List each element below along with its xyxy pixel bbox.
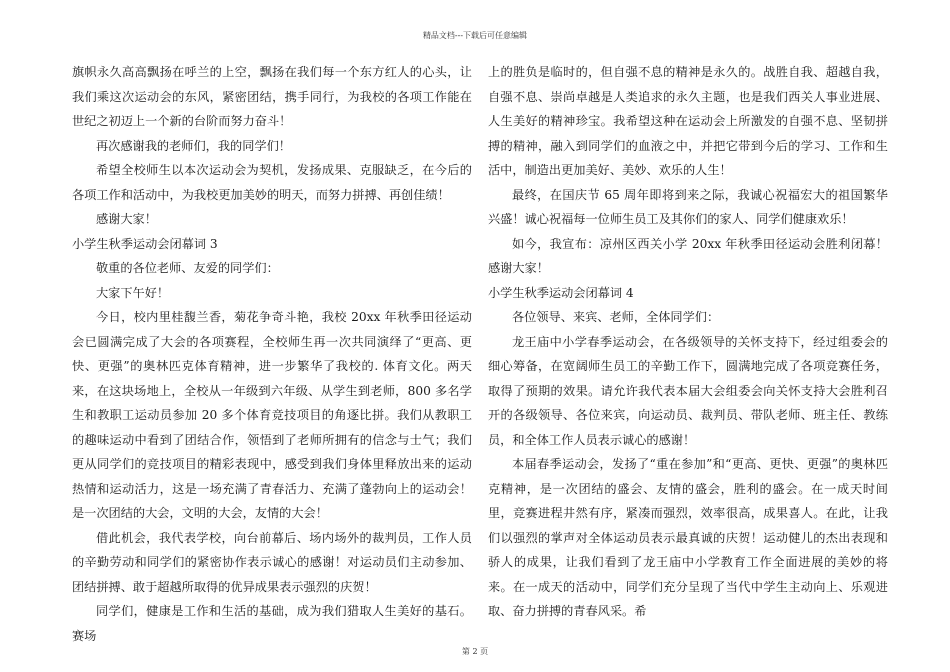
paragraph: 本届春季运动会，发扬了“重在参加”和“更高、更快、更强”的奥林匹克精神，是一次团结的盛会、友情的盛会，胜利的盛会。在一成天时间里，竞赛进程井然有序，紧凑而强烈，效率很高，成果喜人。在此，让我们以强烈的掌声对全体运动员表示最真诚的庆贺！运动健儿的杰出表现和骄人的成果，让我们看到了龙王庙中小学教育工作全面进展的美妙的将来。在一成天的活动中，同学们充分呈现了当代中学生主动向上、乐观进取、奋力拼搏的青春风采。希 xyxy=(488,457,888,618)
right-column xyxy=(488,60,888,624)
paragraph: 借此机会，我代表学校，向台前幕后、场内场外的裁判员，工作人员的辛勤劳动和同学们的紧密协作表示诚心的感谢！对运动员们主动参加、团结拼搏、敢于超越所取得的优异成果表示强烈的庆贺！ xyxy=(72,530,472,594)
paragraph: 感谢大家！ xyxy=(96,212,157,226)
paragraph: 龙王庙中小学春季运动会，在各级领导的关怀支持下，经过组委会的细心筹备，在宽阔师生员工的辛勤工作下，圆满地完成了各项竞赛任务，取得了预期的效果。请允许我代表本届大会组委会向关怀支持大会胜利召开的各级领导、各位来宾，向运动员、裁判员、带队老师、班主任、教练员，和全体工作人员表示诚心的感谢！ xyxy=(488,334,888,447)
paragraph: 上的胜负是临时的，但自强不息的精神是永久的。战胜自我、超越自我，自强不息、崇尚卓越是人类追求的永久主题，也是我们西关人事业进展、人生美好的精神珍宝。我希望这种在运动会上所激发的自强不息、坚韧拼搏的精神，融入到同学们的血液之中，并把它带到今后的学习、工作和生活中，制造出更加美好、美妙、欢乐的人生！ xyxy=(488,65,888,177)
page-number: 第 2 页 xyxy=(461,647,489,656)
paragraph: 希望全校师生以本次运动会为契机，发扬成果、克服缺乏，在今后的各项工作和活动中，为我校更加美妙的明天，而努力拼搏、再创佳绩！ xyxy=(72,163,472,202)
paragraph: 如今，我宣布：凉州区西关小学 20xx 年秋季田径运动会胜利闭幕！感谢大家！ xyxy=(488,236,888,275)
paragraph: 旗帜永久高高飘扬在呼兰的上空，飘扬在我们每一个东方红人的心头，让我们乘这次运动会的东风，紧密团结，携手同行，为我校的各项工作能在世纪之初迈上一个新的台阶而努力奋斗！ xyxy=(72,65,472,128)
paragraph: 同学们，健康是工作和生活的基础，成为我们猎取人生美好的基石。赛场 xyxy=(72,604,472,643)
paragraph: 今日，校内里桂馥兰香，菊花争奇斗艳，我校 20xx 年秋季田径运动会已圆满完成了大会的各项赛程，全校师生再一次共同演绎了“更高、更快、更强”的奥林匹克体育精神，进一步繁华了我校的. 体育文化。两天来，在这块场地上，全校从一年级到六年级、从学生到老师，800 多名学生和教职工运动员参加 20 多个体育竞技项目的角逐比拼。我们从教职工的趣味运动中看到了团结合作，领悟到了老师所拥有的信念与士气；我们更从同学们的竞技项目的精彩表现中，感受到我们身体里释放出来的运动热情和运动活力，这是一场充满了青春活力、充满了蓬勃向上的运动会！是一次团结的大会，文明的大会，友情的大会！ xyxy=(72,310,472,520)
section-heading: 小学生秋季运动会闭幕词 4 xyxy=(488,285,634,300)
page-header: 精品文档---下载后可任意编辑 xyxy=(422,31,528,40)
section-heading: 小学生秋季运动会闭幕词 3 xyxy=(72,236,218,251)
paragraph: 大家下午好！ xyxy=(96,285,170,300)
paragraph: 各位领导、来宾、老师，全体同学们： xyxy=(512,310,720,324)
paragraph: 最终，在国庆节 65 周年即将到来之际，我诚心祝福宏大的祖国繁华兴盛！诚心祝福每一位师生员工及其你们的家人、同学们健康欢乐！ xyxy=(488,187,888,226)
left-column xyxy=(72,60,472,648)
paragraph: 再次感谢我的老师们，我的同学们！ xyxy=(96,138,291,153)
paragraph: 敬重的各位老师、友爱的同学们： xyxy=(96,261,279,275)
